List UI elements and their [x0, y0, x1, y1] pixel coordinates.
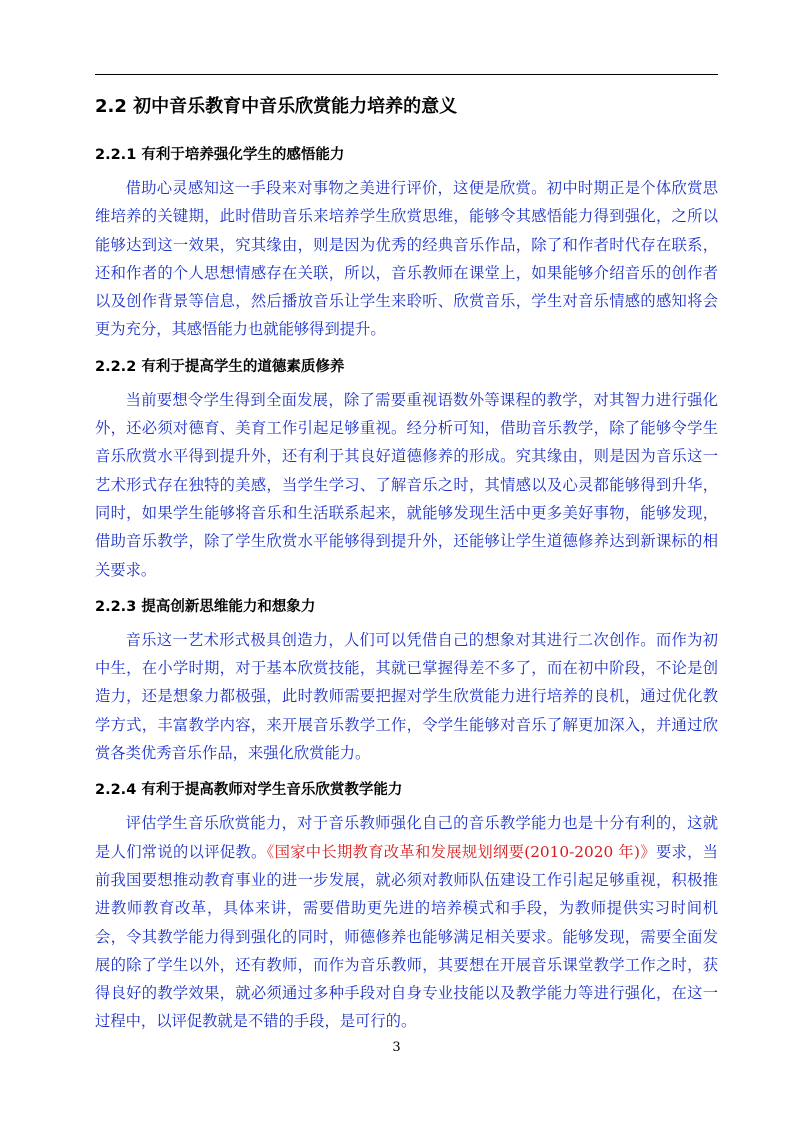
subsection-2-2-4 — [95, 779, 718, 1035]
paragraph: 当前要想令学生得到全面发展，除了需要重视语数外等课程的教学，对其智力进行强化外，还必须对德育、美育工作引起足够重视。经分析可知，借助音乐教学，除了能够令学生音乐欣赏水平得到提升外，还有利于其良好道德修养的形成。究其缘由，则是因为音乐这一艺术形式存在独特的美感，当学生学习、了解音乐之时，其情感以及心灵都能够得到升华，同时，如果学生能够将音乐和生活联系起来，就能够发现生活中更多美好事物，能够发现，借助音乐教学，除了学生欣赏水平能够得到提升外，还能够让学生道德修养达到新课标的相关要求。 — [95, 390, 718, 579]
page-number: 3 — [392, 1040, 401, 1055]
section-heading: 2.2 初中音乐教育中音乐欣赏能力培养的意义 — [95, 96, 458, 117]
paragraph-text: 要求，当前我国要想推动教育事业的进一步发展，就必须对教师队伍建设工作引起足够重视，积极推进教师教育改革，具体来讲，需要借助更先进的培养模式和手段，为教师提供实习时间机会，令其教学能力得到强化的同时，师德修养也能够满足相关要求。能够发现，需要全面发展的除了学生以外，还有教师，而作为音乐教师，其要想在开展音乐课堂教学工作之时，获得良好的教学效果，就必须通过多种手段对自身专业技能以及教学能力等进行强化，在这一过程中，以评促教就是不错的手段，是可行的。 — [95, 842, 718, 1031]
paragraph — [95, 809, 718, 1035]
subsection-2-2-1 — [95, 144, 718, 344]
paragraph: 借助心灵感知这一手段来对事物之美进行评价，这便是欣赏。初中时期正是个体欣赏思维培养的关键期，此时借助音乐来培养学生欣赏思维，能够令其感悟能力得到强化，之所以能够达到这一效果，究其缘由，则是因为优秀的经典音乐作品，除了和作者时代存在联系，还和作者的个人思想情感存在关联，所以，音乐教师在课堂上，如果能够介绍音乐的创作者以及创作背景等信息，然后播放音乐让学生来聆听、欣赏音乐，学生对音乐情感的感知将会更为充分，其感悟能力也就能够得到提升。 — [95, 179, 718, 339]
subsection-title: 2.2.4 有利于提高教师对学生音乐欣赏教学能力 — [95, 782, 403, 799]
subsection-title: 2.2.2 有利于提高学生的道德素质修养 — [95, 358, 345, 375]
citation-highlight: 《国家中长期教育改革和发展规划纲要(2010-2020 年)》 — [266, 842, 656, 861]
subsection-title: 2.2.1 有利于培养强化学生的感悟能力 — [95, 147, 345, 163]
paragraph: 音乐这一艺术形式极具创造力，人们可以凭借自己的想象对其进行二次创作。而作为初中生，在小学时期，对于基本欣赏技能，其就已掌握得差不多了，而在初中阶段，不论是创造力，还是想象力都极强，此时教师需要把握对学生欣赏能力进行培养的良机，通过优化教学方式，丰富教学内容，来开展音乐教学工作，令学生能够对音乐了解更加深入，并通过欣赏各类优秀音乐作品，来强化欣赏能力。 — [95, 630, 718, 763]
subsection-title: 2.2.3 提高创新思维能力和想象力 — [95, 598, 316, 615]
paragraph-text: 评估学生音乐欣赏能力，对于音乐教师强化自己的音乐教学能力也是十分有利的，这就是人们常说的以评促教。 — [95, 814, 718, 861]
subsection-2-2-2 — [95, 356, 718, 584]
page-content — [95, 92, 718, 1048]
subsection-2-2-3 — [95, 596, 718, 767]
header-rule — [95, 74, 718, 75]
